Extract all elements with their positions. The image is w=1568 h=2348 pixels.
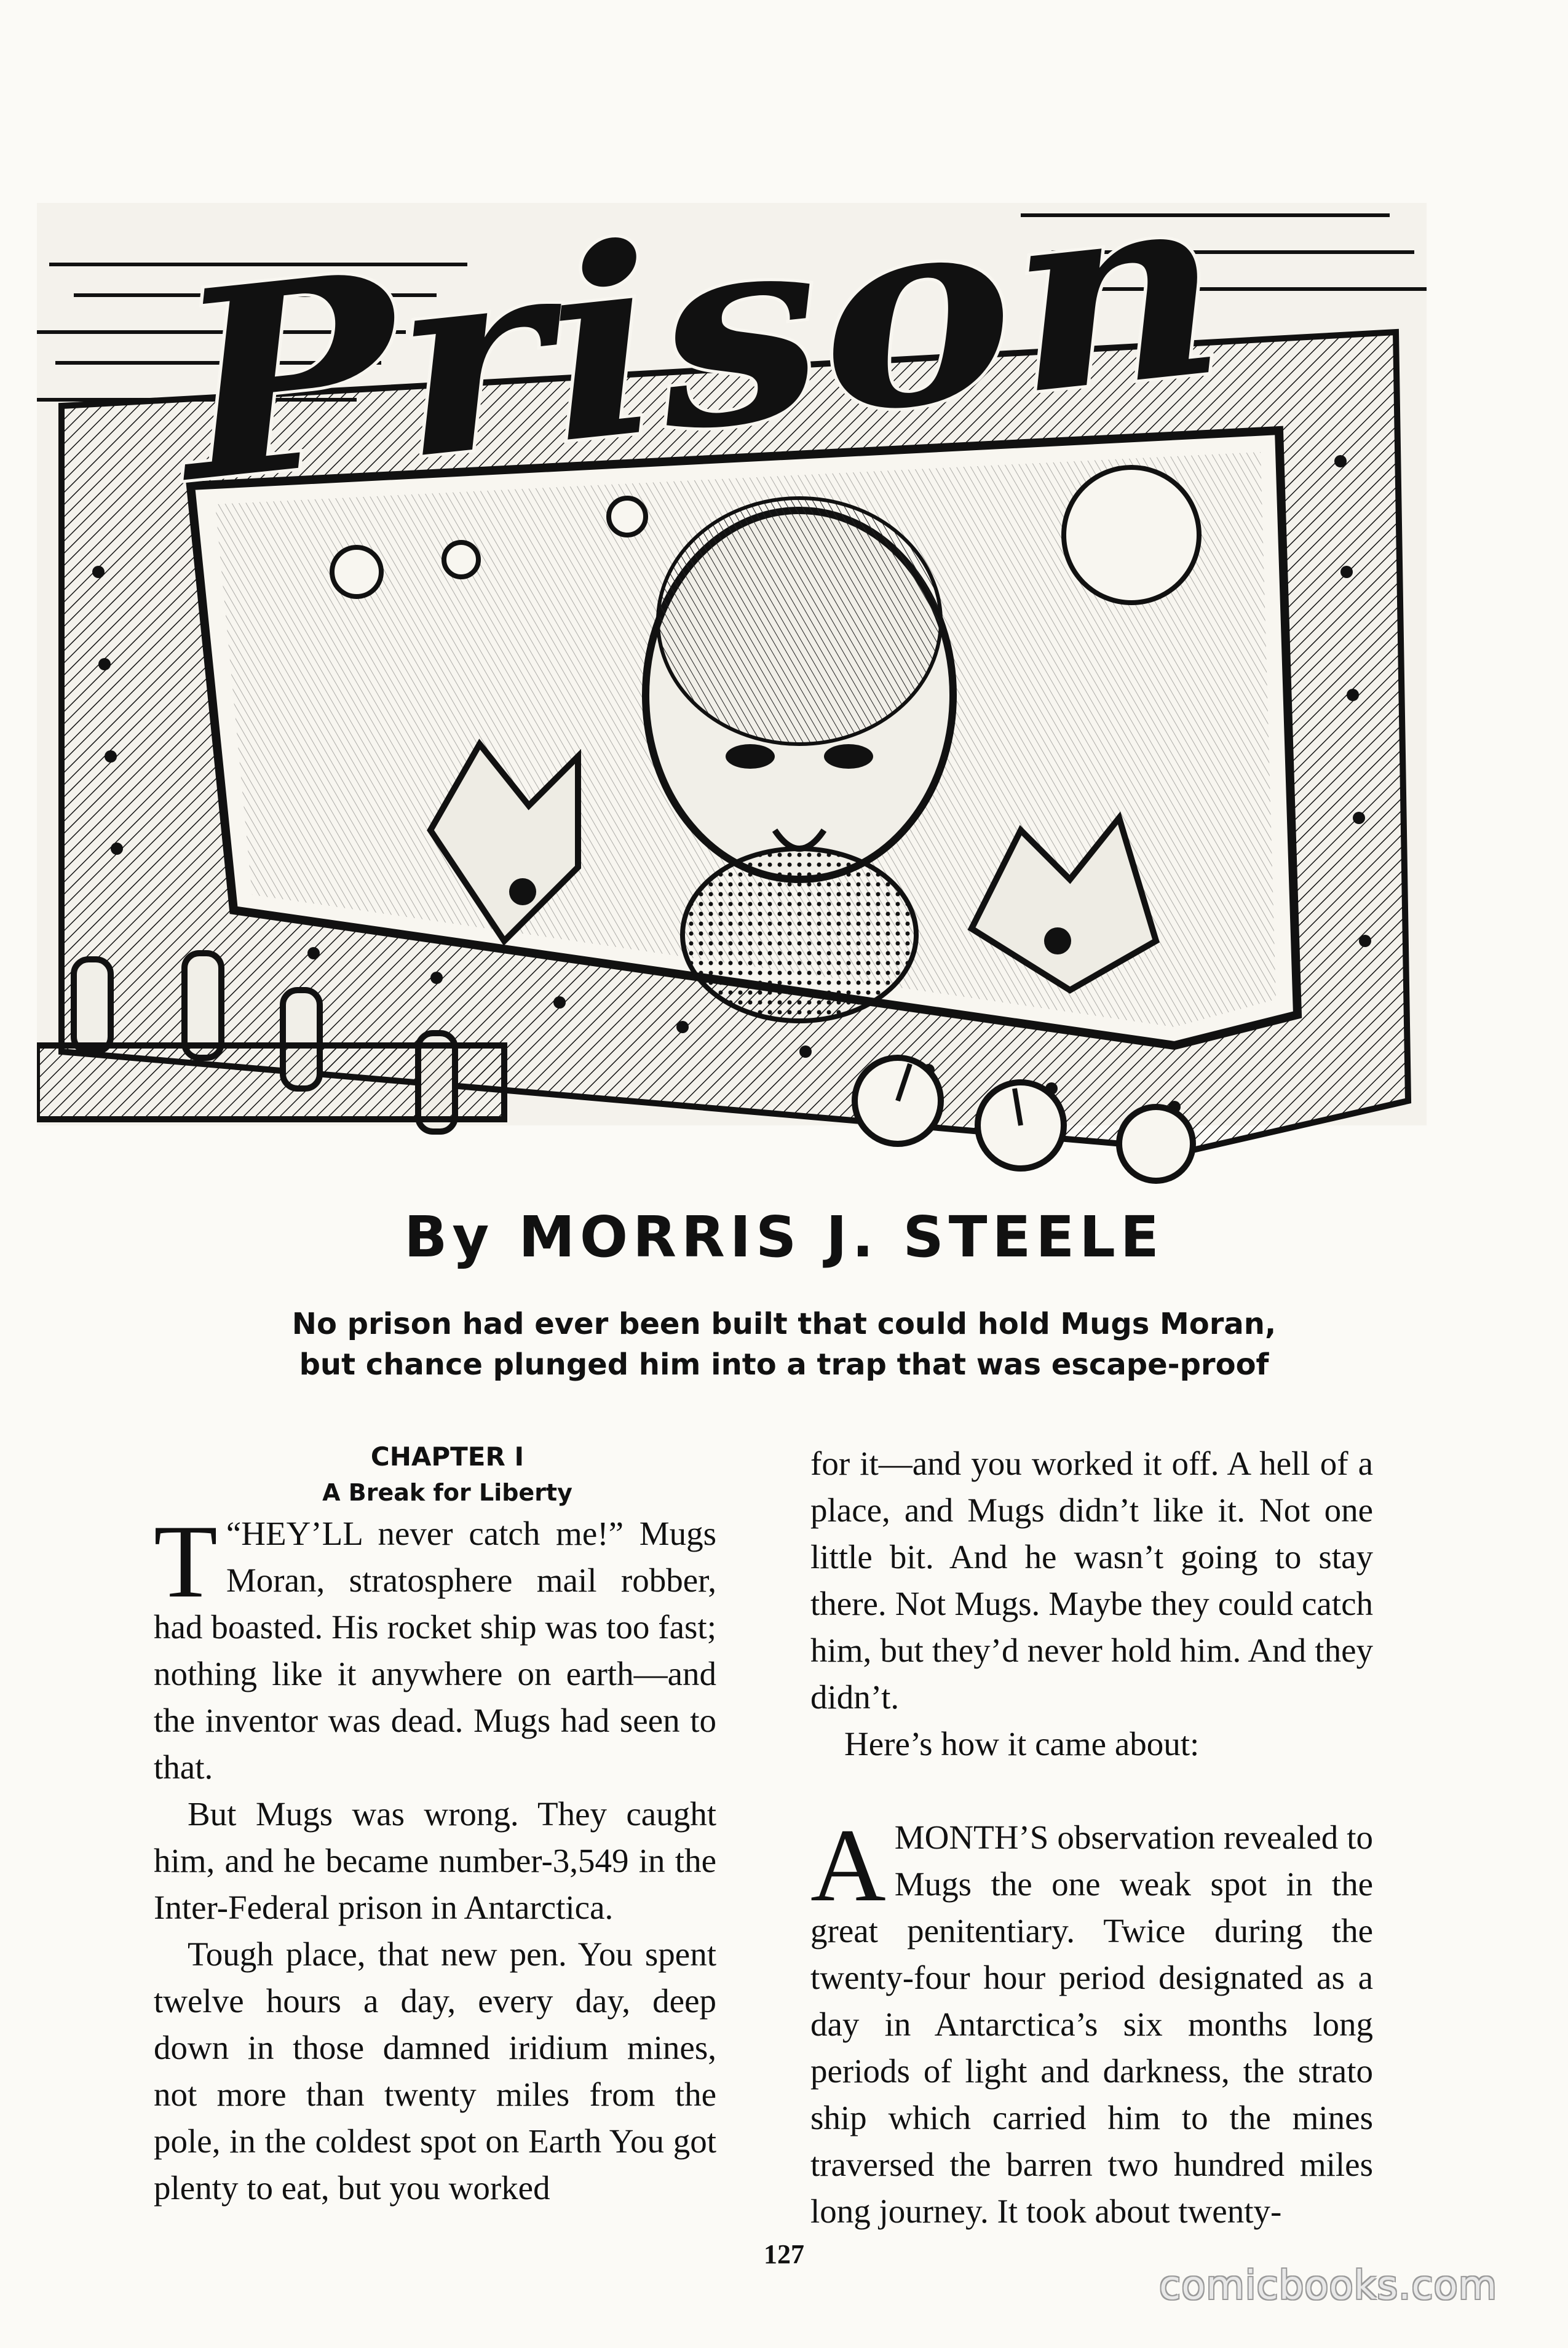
paragraph: for it—and you worked it off. A hell of a place, and Mugs didn’t like it. Not one little bit. And he wasn’t going to stay there. Not Mugs. Maybe they could catch him, but they’d never hold him. And they didn’t. <box>810 1445 1373 1716</box>
title-lettering: Prison <box>165 141 1126 541</box>
right-column <box>810 1440 1373 2235</box>
byline: By MORRIS J. STEELE <box>404 1204 1164 1270</box>
paragraph: Here’s how it came about: <box>844 1725 1200 1763</box>
paragraph <box>810 1807 1373 2235</box>
title-illustration <box>37 141 1427 1224</box>
blurb-line-1: No prison had ever been built that could hold Mugs Moran, <box>291 1307 1277 1341</box>
paragraph: But Mugs was wrong. They caught him, and he became number-3,549 in the Inter-Federal prison in Antarctica. <box>154 1795 716 1926</box>
paragraph: Tough place, that new pen. You spent twelve hours a day, every day, deep down in those damned iridium mines, not more than twenty miles from the pole, in the coldest spot on Earth You got plenty to eat, but you worked <box>154 1935 716 2207</box>
paragraph-text: “HEY’LL never catch me!” Mugs Moran, stratosphere mail robber, had boasted. His rocket ship was too fast; nothing like it anywhere on earth—and the inventor was dead. Mugs had seen to that. <box>154 1515 716 1786</box>
page-number: 127 <box>764 2239 804 2269</box>
watermark: comicbooks.com <box>1159 2263 1498 2309</box>
chapter-number: CHAPTER I <box>370 1442 525 1472</box>
blurb-line-2: but chance plunged him into a trap that was escape-proof <box>299 1347 1269 1382</box>
drop-cap: A <box>810 1807 886 1923</box>
story-blurb <box>0 1304 1568 1385</box>
chapter-title: A Break for Liberty <box>322 1479 572 1506</box>
left-column <box>154 1439 716 2211</box>
drop-cap: T <box>154 1504 218 1619</box>
paragraph <box>154 1504 716 1791</box>
paragraph-text: MONTH’S observation revealed to Mugs the one weak spot in the great penitentiary. Twice during the twenty-four hour period designated as a day in Antarctica’s six months long periods of light and darkness, the strato ship which carried him to the mines traversed the barren two hundred miles long journey. It took about twenty- <box>810 1819 1373 2230</box>
